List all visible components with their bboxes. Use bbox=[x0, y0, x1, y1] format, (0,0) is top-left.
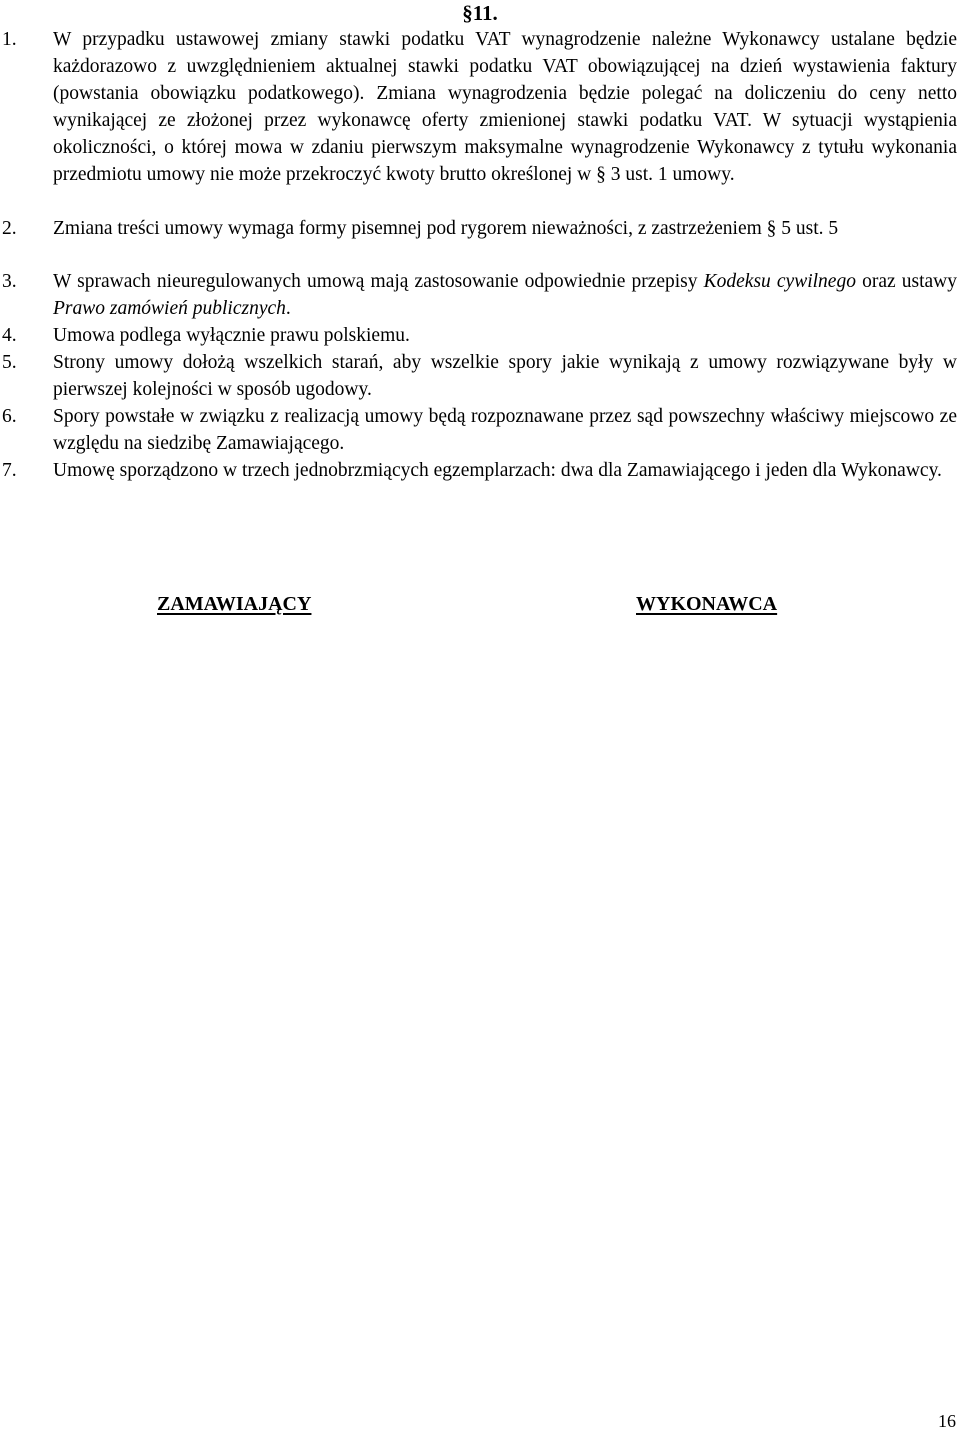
list-item bbox=[0, 268, 960, 322]
item-text: Spory powstałe w związku z realizacją umowy będą rozpoznawane przez sąd powszechny właściwy miejscowo ze względu na siedzibę Zamawiającego. bbox=[53, 406, 957, 454]
item-text: W przypadku ustawowej zmiany stawki podatku VAT wynagrodzenie należne Wykonawcy ustalane będzie każdorazowo z uwzględnieniem aktualnej stawki podatku VAT obowiązującej na dzień wystawienia faktury (powstania obowiązku podatkowego). Zmiana wynagrodzenia będzie polegać na doliczeniu do ceny netto wynikającej ze złożonej przez wykonawcę oferty zmienionej stawki podatku VAT. W sytuacji wystąpienia okoliczności, o której mowa w zdaniu pierwszym maksymalne wynagrodzenie Wykonawcy z tytułu wykonania przedmiotu umowy nie może przekroczyć kwoty brutto określonej w § 3 ust. 1 umowy. bbox=[53, 29, 957, 185]
signature-ordering-party: ZAMAWIAJĄCY bbox=[157, 593, 312, 615]
item-text-part: W sprawach nieuregulowanych umową mają zastosowanie odpowiednie przepisy bbox=[53, 271, 704, 292]
page-number: 16 bbox=[938, 1411, 956, 1431]
signature-contractor: WYKONAWCA bbox=[636, 593, 778, 615]
item-text: Zmiana treści umowy wymaga formy pisemnej pod rygorem nieważności, z zastrzeżeniem § 5 ust. 5 bbox=[53, 218, 839, 239]
item-number: 6. bbox=[2, 406, 17, 427]
section-title: §11. bbox=[462, 1, 498, 25]
item-number: 5. bbox=[2, 352, 17, 373]
item-text-part: oraz ustawy bbox=[855, 271, 957, 292]
list-item bbox=[0, 215, 960, 269]
item-text: Umowę sporządzono w trzech jednobrzmiących egzemplarzach: dwa dla Zamawiającego i jeden dla Wykonawcy. bbox=[53, 460, 942, 481]
list-item bbox=[0, 457, 960, 511]
item-number: 1. bbox=[2, 29, 17, 50]
item-text: Strony umowy dołożą wszelkich starań, aby wszelkie spory jakie wynikają z umowy rozwiązywane były w pierwszej kolejności w sposób ugodowy. bbox=[53, 352, 957, 400]
item-number: 3. bbox=[2, 271, 17, 292]
item-number: 2. bbox=[2, 218, 17, 239]
item-number: 7. bbox=[2, 460, 17, 481]
list-item bbox=[0, 322, 960, 349]
item-text bbox=[53, 268, 957, 322]
item-text: Umowa podlega wyłącznie prawu polskiemu. bbox=[53, 325, 410, 346]
list-item bbox=[0, 403, 960, 457]
item-number: 4. bbox=[2, 325, 17, 346]
item-text-italic: Kodeksu cywilnego bbox=[703, 271, 856, 292]
item-text-part: . bbox=[285, 298, 291, 319]
item-text-italic: Prawo zamówień publicznych bbox=[53, 298, 286, 319]
signature-block bbox=[0, 590, 960, 620]
list-item bbox=[0, 349, 960, 403]
list-item bbox=[0, 26, 960, 216]
